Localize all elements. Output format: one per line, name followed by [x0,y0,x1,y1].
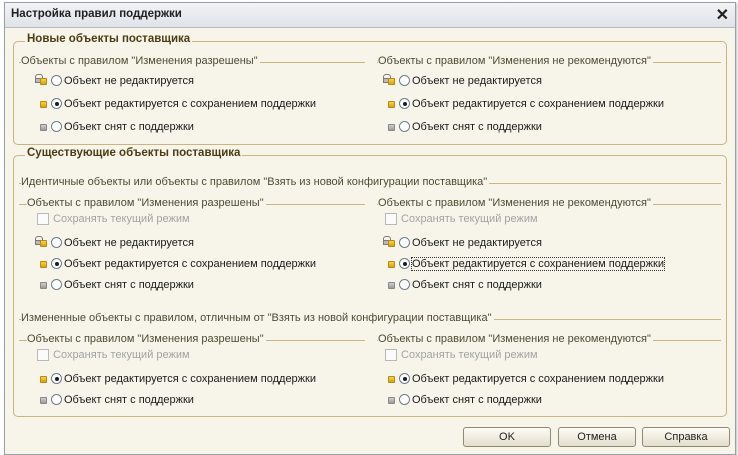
option-label: Объект не редактируется [412,236,542,249]
changed-right-edited-with-support-option[interactable] [383,372,664,385]
changed-left-keep-mode-checkbox[interactable] [37,349,190,361]
checkbox[interactable] [385,349,397,361]
radio-button[interactable] [399,121,410,132]
new-right-header: Объекты с правилом "Изменения не рекомендуются" [378,55,651,67]
new-objects-title: Новые объекты поставщика [27,33,191,45]
close-icon[interactable]: ✕ [715,7,729,24]
option-label: Объект редактируется с сохранением поддержки [412,372,664,385]
option-label: Объект редактируется с сохранением поддержки [64,372,316,385]
identical-right-keep-mode-checkbox[interactable] [385,213,538,225]
yellow-cube-icon [35,97,49,110]
option-label: Объект снят с поддержки [64,393,194,406]
title-bar [5,3,735,28]
radio-button-selected[interactable] [51,373,62,384]
checkbox-label: Сохранять текущий режим [53,213,190,225]
checkbox-label: Сохранять текущий режим [53,349,190,361]
existing-objects-title: Существующие объекты поставщика [27,147,241,159]
changed-left-edited-with-support-option[interactable] [35,372,316,385]
checkbox-label: Сохранять текущий режим [401,213,538,225]
new-right-removed-from-support-option[interactable] [383,120,542,133]
option-label: Объект снят с поддержки [412,393,542,406]
cancel-button[interactable]: Отмена [558,427,636,447]
lock-cube-icon [35,236,49,249]
radio-button[interactable] [399,279,410,290]
identical-right-header: Объекты с правилом "Изменения не рекомендуются" [378,197,651,209]
radio-button[interactable] [51,394,62,405]
radio-button-selected[interactable] [51,98,62,109]
option-label: Объект снят с поддержки [64,278,194,291]
support-rules-dialog [4,2,736,455]
lock-cube-icon [383,74,397,87]
gray-cube-icon [35,278,49,291]
yellow-cube-icon [383,97,397,110]
option-label: Объект редактируется с сохранением поддержки [64,97,316,110]
identical-right-edited-with-support-option[interactable] [383,257,664,270]
gray-cube-icon [383,120,397,133]
radio-button[interactable] [51,279,62,290]
changed-right-header: Объекты с правилом "Изменения не рекомендуются" [378,333,651,345]
checkbox[interactable] [385,213,397,225]
radio-button-selected[interactable] [399,373,410,384]
new-right-edited-with-support-option[interactable] [383,97,664,110]
radio-button[interactable] [399,237,410,248]
radio-button[interactable] [399,75,410,86]
gray-cube-icon [383,278,397,291]
identical-left-not-edited-option[interactable] [35,236,194,249]
identical-left-edited-with-support-option[interactable] [35,257,316,270]
identical-left-header: Объекты с правилом "Изменения разрешены" [27,197,264,209]
changed-right-keep-mode-checkbox[interactable] [385,349,538,361]
gray-cube-icon [383,393,397,406]
checkbox-label: Сохранять текущий режим [401,349,538,361]
dialog-title: Настройка правил поддержки [11,8,182,20]
option-label: Объект редактируется с сохранением поддержки [412,97,664,110]
radio-button-selected[interactable] [399,258,410,269]
yellow-cube-icon [383,372,397,385]
new-left-removed-from-support-option[interactable] [35,120,194,133]
changed-left-removed-from-support-option[interactable] [35,393,194,406]
identical-right-removed-from-support-option[interactable] [383,278,542,291]
option-label: Объект не редактируется [412,74,542,87]
new-right-not-edited-option[interactable] [383,74,542,87]
option-label: Объект снят с поддержки [64,120,194,133]
changed-right-removed-from-support-option[interactable] [383,393,542,406]
radio-button[interactable] [51,237,62,248]
identical-objects-header: Идентичные объекты или объекты с правилом "Взять из новой конфигурации поставщика" [21,176,488,188]
new-left-header: Объекты с правилом "Изменения разрешены" [21,55,258,67]
radio-button[interactable] [51,121,62,132]
radio-button-selected[interactable] [399,98,410,109]
gray-cube-icon [35,120,49,133]
ok-button[interactable]: OK [463,427,551,447]
radio-button[interactable] [399,394,410,405]
radio-button-selected[interactable] [51,258,62,269]
lock-cube-icon [35,74,49,87]
identical-left-keep-mode-checkbox[interactable] [37,213,190,225]
yellow-cube-icon [383,257,397,270]
identical-right-not-edited-option[interactable] [383,236,542,249]
yellow-cube-icon [35,372,49,385]
gray-cube-icon [35,393,49,406]
identical-left-removed-from-support-option[interactable] [35,278,194,291]
new-left-not-edited-option[interactable] [35,74,194,87]
option-label: Объект снят с поддержки [412,278,542,291]
changed-objects-header: Измененные объекты с правилом, отличным от "Взять из новой конфигурации поставщика" [21,312,492,324]
option-label: Объект снят с поддержки [412,120,542,133]
radio-button[interactable] [51,75,62,86]
changed-left-header: Объекты с правилом "Изменения разрешены" [27,333,264,345]
help-button[interactable]: Справка [642,427,730,447]
lock-cube-icon [383,236,397,249]
yellow-cube-icon [35,257,49,270]
new-left-edited-with-support-option[interactable] [35,97,316,110]
checkbox[interactable] [37,213,49,225]
option-label: Объект не редактируется [64,74,194,87]
option-label: Объект редактируется с сохранением поддержки [412,257,664,270]
option-label: Объект не редактируется [64,236,194,249]
option-label: Объект редактируется с сохранением поддержки [64,257,316,270]
checkbox[interactable] [37,349,49,361]
